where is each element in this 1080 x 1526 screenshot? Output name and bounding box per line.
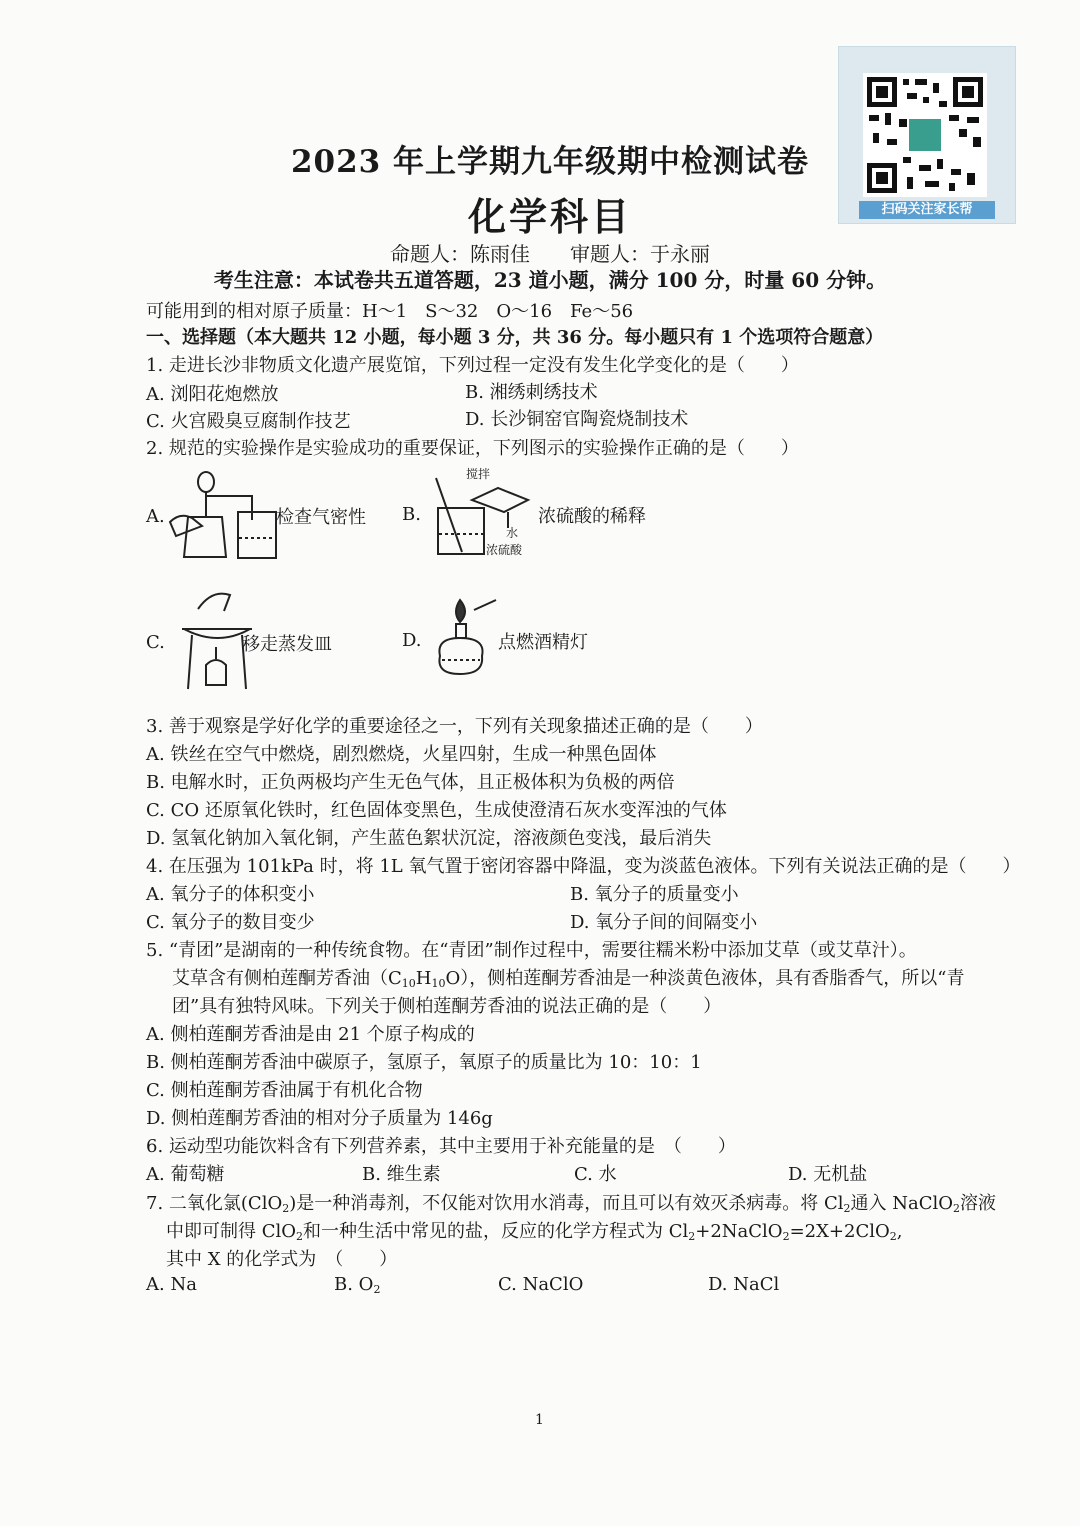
q3-option-d: D. 氢氧化钠加入氧化铜，产生蓝色絮状沉淀，溶液颜色变浅，最后消失 bbox=[146, 828, 712, 849]
q2-figure-a-caption: 检查气密性 bbox=[276, 507, 366, 528]
q7-option-a: A. Na bbox=[146, 1274, 197, 1295]
q2-figure-d-caption: 点燃酒精灯 bbox=[498, 632, 588, 653]
q4-option-c: C. 氧分子的数目变少 bbox=[146, 912, 315, 933]
q1-option-c: C. 火宫殿臭豆腐制作技艺 bbox=[146, 411, 351, 432]
q6-option-c: C. 水 bbox=[574, 1164, 617, 1185]
airtightness-check-figure bbox=[162, 462, 282, 562]
q5-stem-line3: 团”具有独特风味。下列关于侧柏莲酮芳香油的说法正确的是（ ） bbox=[172, 996, 722, 1017]
q2-label-a: A. bbox=[146, 506, 165, 527]
q2-figure-c-caption: 移走蒸发皿 bbox=[242, 634, 332, 655]
q2-stem: 2. 规范的实验操作是实验成功的重要保证，下列图示的实验操作正确的是（ ） bbox=[146, 438, 799, 459]
q5-option-c: C. 侧柏莲酮芳香油属于有机化合物 bbox=[146, 1080, 423, 1101]
q3-stem: 3. 善于观察是学好化学的重要途径之一，下列有关现象描述正确的是（ ） bbox=[146, 716, 763, 737]
q5-option-b: B. 侧柏莲酮芳香油中碳原子，氢原子，氧原子的质量比为 10：10：1 bbox=[146, 1052, 702, 1073]
q6-option-a: A. 葡萄糖 bbox=[146, 1164, 225, 1185]
q1-option-d: D. 长沙铜窑官陶瓷烧制技术 bbox=[465, 409, 689, 430]
qr-caption: 扫码关注家长帮 bbox=[859, 201, 995, 219]
atomic-mass-line: 可能用到的相对原子质量：H～1 S～32 O～16 Fe～56 bbox=[146, 301, 634, 322]
q4-stem: 4. 在压强为 101kPa 时，将 1L 氧气置于密闭容器中降温，变为淡蓝色液体。下列有关说法正确的是（ ） bbox=[146, 856, 1021, 877]
q2-figure-b-acid-label: 浓硫酸 bbox=[486, 543, 523, 557]
q6-stem: 6. 运动型功能饮料含有下列营养素，其中主要用于补充能量的是 （ ） bbox=[146, 1136, 736, 1157]
q7-stem-line3: 其中 X 的化学式为 （ ） bbox=[166, 1249, 398, 1270]
q2-figure-b-caption: 浓硫酸的稀释 bbox=[538, 506, 646, 527]
q2-label-d: D. bbox=[402, 630, 422, 651]
q2-label-b: B. bbox=[402, 504, 421, 525]
q1-stem: 1. 走进长沙非物质文化遗产展览馆，下列过程一定没有发生化学变化的是（ ） bbox=[146, 355, 799, 376]
q7-option-d: D. NaCl bbox=[708, 1274, 780, 1295]
q6-option-d: D. 无机盐 bbox=[788, 1164, 868, 1185]
q7-stem-line2: 中即可制得 ClO$_2$和一种生活中常见的盐，反应的化学方程式为 $Cl_2+2NaClO_2=2X+2ClO_2$, bbox=[166, 1221, 903, 1243]
q5-option-d: D. 侧柏莲酮芳香油的相对分子质量为 146g bbox=[146, 1108, 493, 1129]
q7-option-b: B. $O_2$ bbox=[334, 1274, 381, 1296]
page-number: 1 bbox=[535, 1412, 544, 1428]
q5-stem-line1: 5. “青团”是湖南的一种传统食物。在“青团”制作过程中，需要往糯米粉中添加艾草（或艾草汁）。 bbox=[146, 940, 917, 961]
q2-figure-b-water-label: 水 bbox=[506, 526, 519, 540]
q2-label-c: C. bbox=[146, 632, 165, 653]
authors-line: 命题人：陈雨佳 审题人：于永丽 bbox=[390, 242, 710, 266]
q7-option-c: C. NaClO bbox=[498, 1274, 584, 1295]
q2-figure-b-stir-label: 搅拌 bbox=[466, 467, 491, 481]
q6-option-b: B. 维生素 bbox=[362, 1164, 441, 1185]
q4-option-d: D. 氧分子间的间隔变小 bbox=[570, 912, 758, 933]
q4-option-b: B. 氧分子的质量变小 bbox=[570, 884, 739, 905]
section1-heading: 一、选择题（本大题共 12 小题，每小题 3 分，共 36 分。每小题只有 1 个选项符合题意） bbox=[146, 327, 884, 348]
q3-option-c: C. CO 还原氧化铁时，红色固体变黑色，生成使澄清石灰水变浑浊的气体 bbox=[146, 800, 727, 821]
light-alcohol-lamp-figure bbox=[430, 594, 500, 684]
q7-stem-line1: 7. 二氧化氯(ClO$_2$)是一种消毒剂，不仅能对饮用水消毒，而且可以有效灭杀病毒。将 $Cl_2$通入 NaClO$_2$溶液 bbox=[146, 1193, 996, 1215]
q5-option-a: A. 侧柏莲酮芳香油是由 21 个原子构成的 bbox=[146, 1024, 475, 1045]
q3-option-a: A. 铁丝在空气中燃烧，剧烈燃烧，火星四射，生成一种黑色固体 bbox=[146, 744, 657, 765]
q3-option-b: B. 电解水时，正负两极均产生无色气体，且正极体积为负极的两倍 bbox=[146, 772, 675, 793]
q1-option-a: A. 浏阳花炮燃放 bbox=[146, 384, 279, 405]
exam-title: 2023 年上学期九年级期中检测试卷 bbox=[290, 144, 810, 180]
exam-notice: 考生注意：本试卷共五道答题，23 道小题，满分 100 分，时量 60 分钟。 bbox=[213, 268, 887, 292]
acid-dilution-figure bbox=[428, 470, 538, 560]
q1-option-b: B. 湘绣刺绣技术 bbox=[465, 382, 598, 403]
subject-title: 化学科目 bbox=[467, 194, 632, 239]
q4-option-a: A. 氧分子的体积变小 bbox=[146, 884, 315, 905]
q5-stem-line2: 艾草含有侧柏莲酮芳香油$(C_{10}H_{10}O)$，侧柏莲酮芳香油是一种淡黄色液体，具有香脂香气，所以“青 bbox=[172, 968, 965, 990]
